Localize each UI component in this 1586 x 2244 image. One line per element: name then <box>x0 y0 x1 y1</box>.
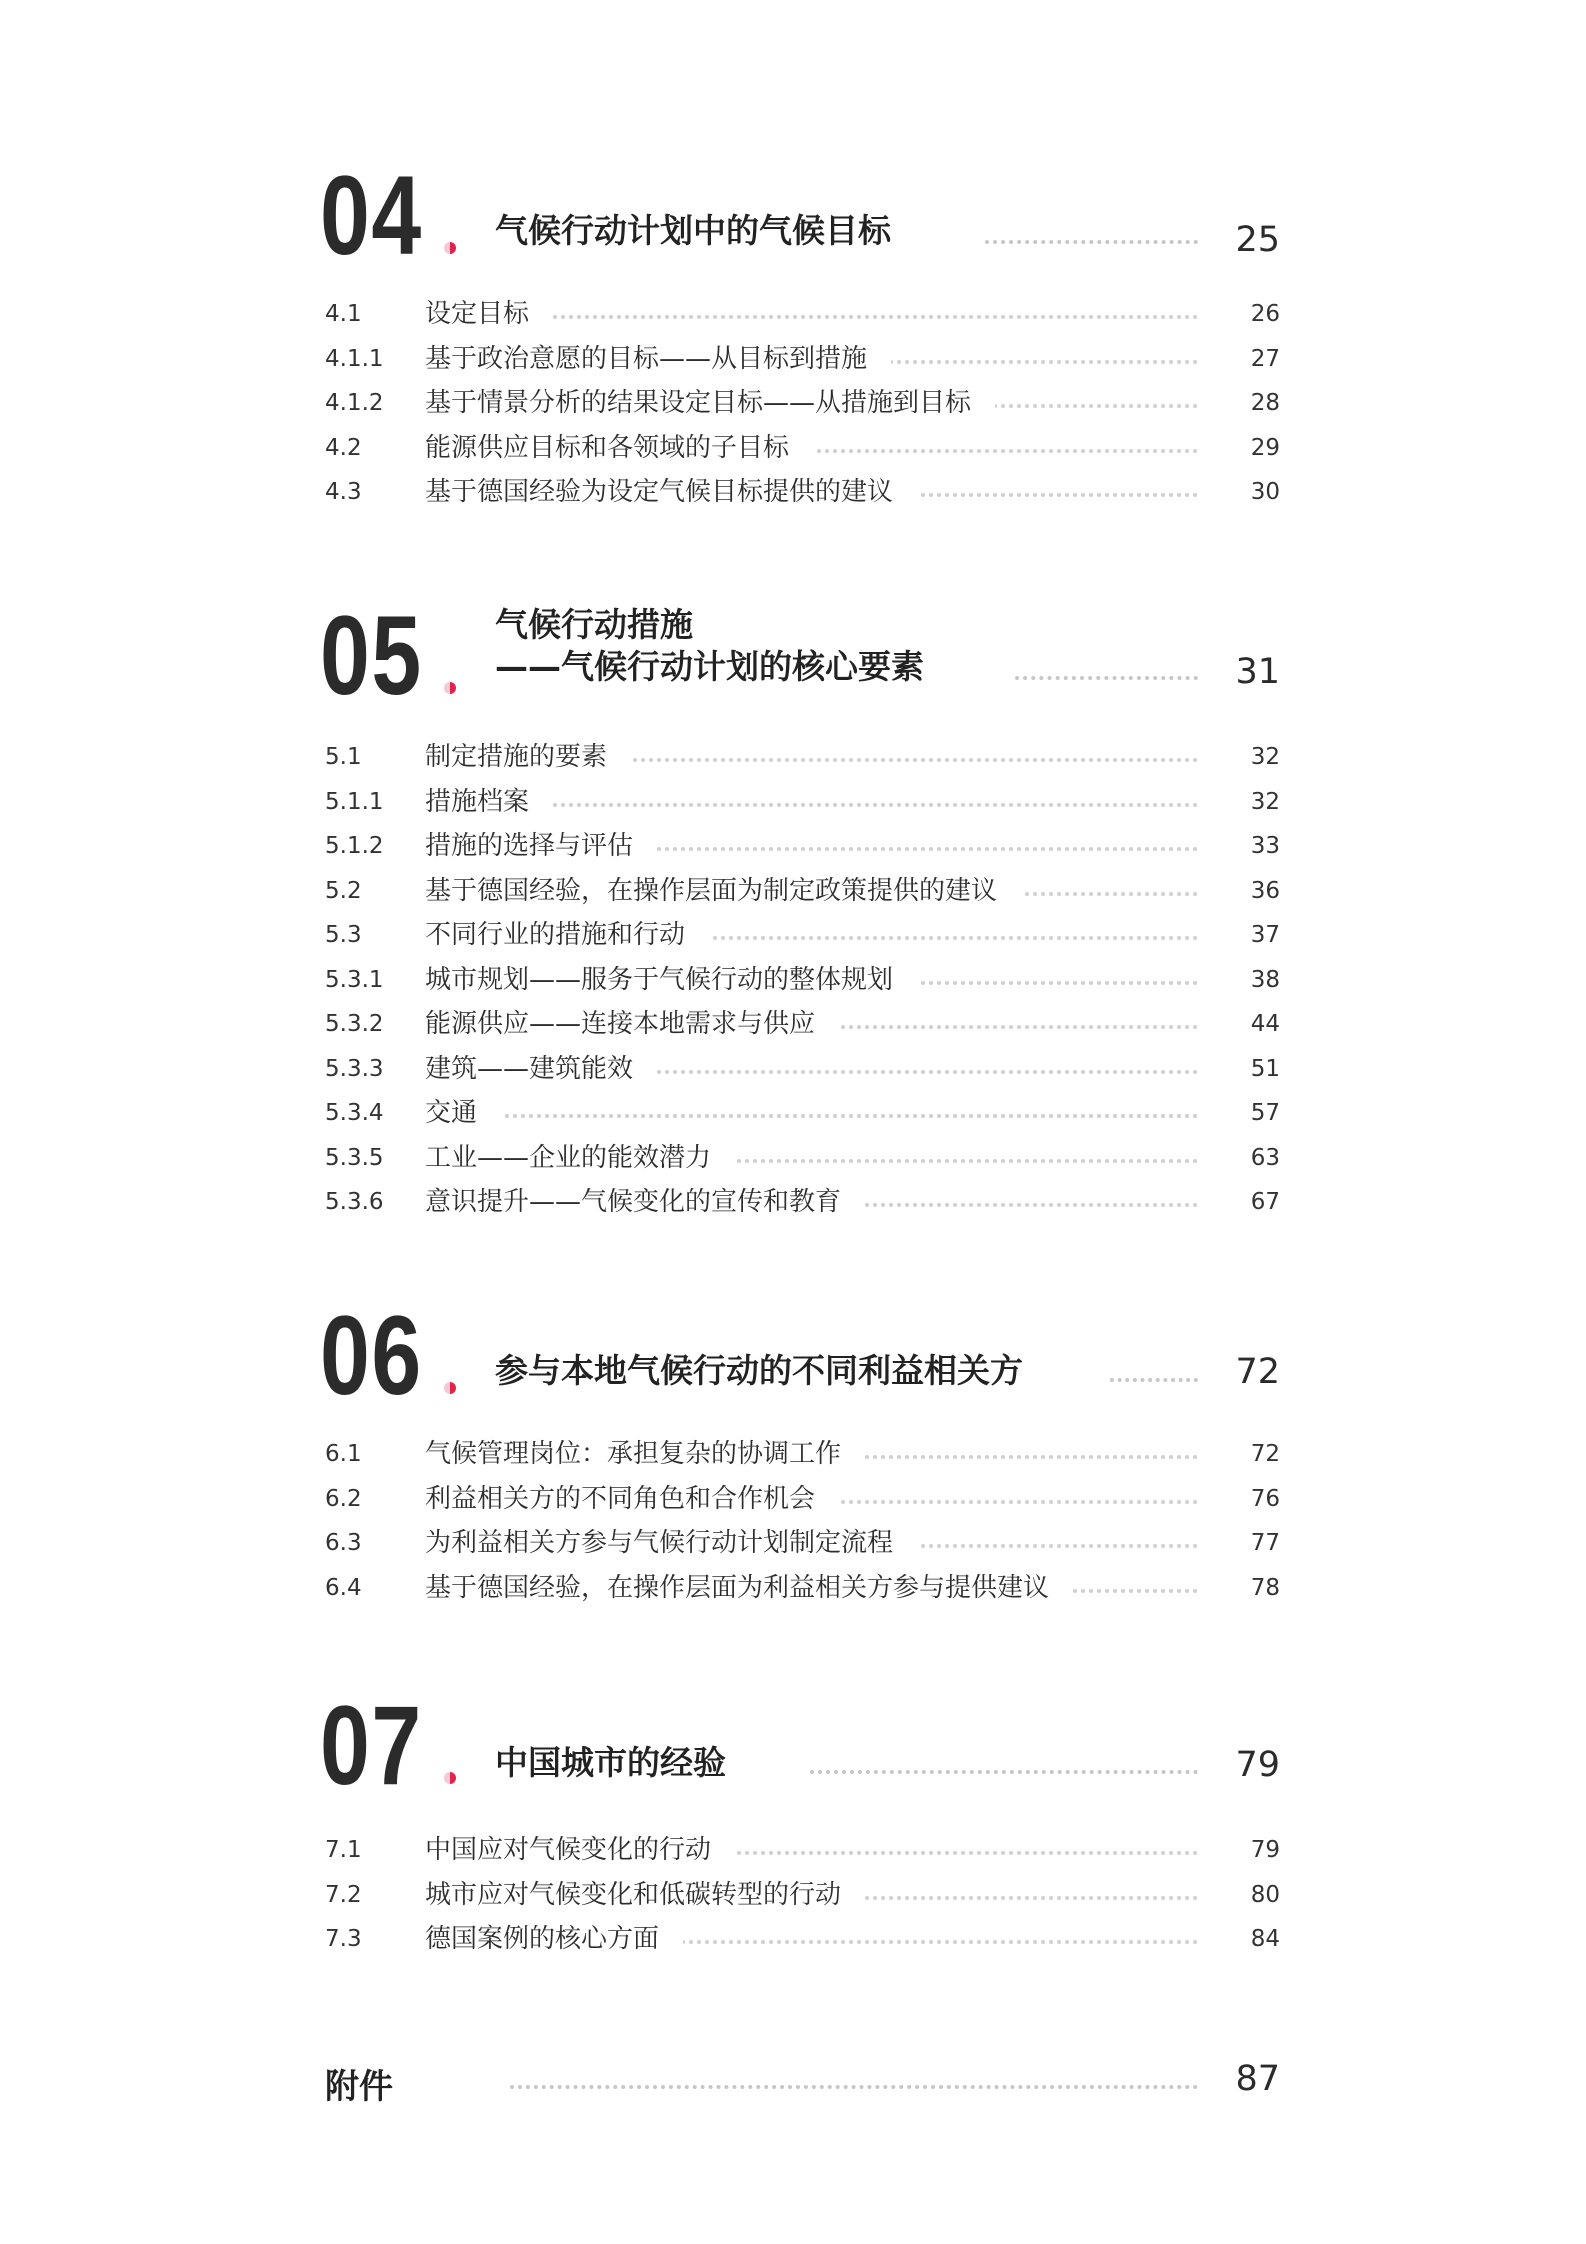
entry-number: 5.2 <box>325 877 362 904</box>
toc-entry[interactable] <box>325 735 1280 780</box>
chapter-05 <box>320 593 1280 1217</box>
entry-page: 36 <box>1250 877 1280 904</box>
entry-number: 5.3.2 <box>325 1011 384 1037</box>
entry-number: 6.1 <box>325 1441 362 1467</box>
entry-title: 基于情景分析的结果设定目标——从措施到目标 <box>425 381 995 425</box>
toc-entry[interactable] <box>325 426 1280 471</box>
entry-number: 5.3.1 <box>325 966 384 993</box>
entry-page: 76 <box>1250 1485 1280 1512</box>
entry-number: 4.2 <box>325 434 362 461</box>
entry-number: 6.3 <box>325 1530 362 1556</box>
entry-number: 5.1.2 <box>325 833 384 859</box>
chapter-page: 72 <box>1235 1352 1280 1392</box>
chapter-number: 05 <box>320 593 423 718</box>
toc-entry[interactable] <box>325 913 1280 958</box>
entry-page: 51 <box>1250 1055 1280 1082</box>
entry-page: 33 <box>1250 833 1280 859</box>
chapter-title[interactable]: 气候行动措施 ——气候行动计划的核心要素 <box>495 605 924 686</box>
entry-page: 77 <box>1250 1530 1280 1556</box>
entry-page: 30 <box>1250 479 1280 505</box>
chapter-leader <box>810 1770 1198 1774</box>
entry-title: 能源供应目标和各领域的子目标 <box>425 426 813 470</box>
entry-page: 67 <box>1250 1189 1280 1215</box>
entry-title: 工业——企业的能效潜力 <box>425 1136 735 1180</box>
entry-number: 4.1 <box>325 301 362 327</box>
toc-entry[interactable] <box>325 1091 1280 1136</box>
toc-entry[interactable] <box>325 780 1280 825</box>
chapter-leader <box>985 240 1198 244</box>
entry-number: 5.3.6 <box>325 1189 384 1215</box>
entry-number: 7.3 <box>325 1926 362 1952</box>
entry-number: 6.4 <box>325 1574 362 1601</box>
entry-number: 5.3.5 <box>325 1144 384 1171</box>
entry-title: 基于德国经验，在操作层面为利益相关方参与提供建议 <box>425 1566 1073 1610</box>
entry-page: 63 <box>1250 1144 1280 1171</box>
toc-entry[interactable] <box>325 869 1280 914</box>
entry-page: 79 <box>1250 1837 1280 1863</box>
chapter-number: 07 <box>320 1683 423 1808</box>
entry-number: 5.1 <box>325 744 362 770</box>
toc-entry[interactable] <box>325 1566 1280 1611</box>
entry-title: 基于德国经验，在操作层面为制定政策提供的建议 <box>425 869 1021 913</box>
entry-page: 37 <box>1250 922 1280 948</box>
entry-title: 措施的选择与评估 <box>425 824 657 868</box>
entry-number: 4.1.1 <box>325 345 384 372</box>
entry-title: 基于政治意愿的目标——从目标到措施 <box>425 337 891 381</box>
toc-entry[interactable] <box>325 470 1280 515</box>
entry-page: 84 <box>1250 1926 1280 1952</box>
entry-title: 基于德国经验为设定气候目标提供的建议 <box>425 470 917 514</box>
entry-title: 城市应对气候变化和低碳转型的行动 <box>425 1873 865 1917</box>
entry-title: 不同行业的措施和行动 <box>425 913 709 957</box>
entry-number: 6.2 <box>325 1485 362 1512</box>
toc-entry[interactable] <box>325 1873 1280 1918</box>
toc-entry[interactable] <box>325 824 1280 869</box>
entry-page: 32 <box>1250 744 1280 770</box>
chapter-title[interactable]: 参与本地气候行动的不同利益相关方 <box>495 1351 1023 1390</box>
entry-title: 能源供应——连接本地需求与供应 <box>425 1002 839 1046</box>
toc-entry[interactable] <box>325 958 1280 1003</box>
entry-page: 72 <box>1250 1441 1280 1467</box>
toc-entry[interactable] <box>325 337 1280 382</box>
toc-entry[interactable] <box>325 1828 1280 1873</box>
entry-title: 措施档案 <box>425 780 553 824</box>
appendix-page: 87 <box>1235 2059 1280 2099</box>
entry-title: 制定措施的要素 <box>425 735 631 779</box>
entry-page: 57 <box>1250 1100 1280 1126</box>
entry-page: 80 <box>1250 1881 1280 1908</box>
entry-page: 29 <box>1250 434 1280 461</box>
entry-title: 城市规划——服务于气候行动的整体规划 <box>425 958 917 1002</box>
toc-entry[interactable] <box>325 1002 1280 1047</box>
entry-leader <box>425 1114 1198 1118</box>
toc-entry[interactable] <box>325 1136 1280 1181</box>
chapter-dot-icon <box>444 1382 456 1394</box>
entry-title: 意识提升——气候变化的宣传和教育 <box>425 1180 865 1224</box>
entry-title: 中国应对气候变化的行动 <box>425 1828 735 1872</box>
entry-page: 32 <box>1250 788 1280 815</box>
toc-entry[interactable] <box>325 381 1280 426</box>
toc-entry[interactable] <box>325 1047 1280 1092</box>
toc-entry[interactable] <box>325 1917 1280 1962</box>
chapter-dot-icon <box>444 1772 456 1784</box>
chapter-07 <box>320 1683 1280 1954</box>
chapter-number: 06 <box>320 1293 423 1418</box>
chapter-page: 79 <box>1235 1745 1280 1785</box>
chapter-04 <box>320 153 1280 507</box>
entry-number: 5.3.3 <box>325 1055 384 1082</box>
entry-title: 气候管理岗位：承担复杂的协调工作 <box>425 1432 865 1476</box>
appendix-leader <box>510 2085 1198 2089</box>
entry-page: 26 <box>1250 301 1280 327</box>
entry-number: 7.1 <box>325 1837 362 1863</box>
chapter-page: 25 <box>1235 220 1280 260</box>
chapter-page: 31 <box>1235 652 1280 692</box>
entry-number: 5.1.1 <box>325 788 384 815</box>
chapter-leader <box>1110 1378 1198 1382</box>
chapter-06 <box>320 1293 1280 1603</box>
chapter-dot-icon <box>444 682 456 694</box>
entry-page: 38 <box>1250 966 1280 993</box>
entry-page: 28 <box>1250 390 1280 416</box>
chapter-leader <box>1015 676 1198 680</box>
entry-number: 5.3 <box>325 922 362 948</box>
entry-number: 4.1.2 <box>325 390 384 416</box>
entry-title: 利益相关方的不同角色和合作机会 <box>425 1477 839 1521</box>
toc-entry[interactable] <box>325 292 1280 337</box>
entry-title: 设定目标 <box>425 292 553 336</box>
entry-page: 78 <box>1250 1574 1280 1601</box>
entry-number: 7.2 <box>325 1881 362 1908</box>
entry-number: 4.3 <box>325 479 362 505</box>
entry-title: 交通 <box>425 1091 501 1135</box>
chapter-title[interactable]: 气候行动计划中的气候目标 <box>495 211 891 250</box>
entry-title: 建筑——建筑能效 <box>425 1047 657 1091</box>
entry-page: 44 <box>1250 1011 1280 1037</box>
chapter-number: 04 <box>320 153 423 278</box>
entry-title: 为利益相关方参与气候行动计划制定流程 <box>425 1521 917 1565</box>
appendix-title: 附件 <box>325 2067 393 2107</box>
appendix-entry[interactable] <box>325 2055 1280 2115</box>
chapter-dot-icon <box>444 242 456 254</box>
entry-page: 27 <box>1250 345 1280 372</box>
entry-number: 5.3.4 <box>325 1100 384 1126</box>
toc-entry[interactable] <box>325 1180 1280 1225</box>
toc-entry[interactable] <box>325 1521 1280 1566</box>
toc-entry[interactable] <box>325 1432 1280 1477</box>
entry-title: 德国案例的核心方面 <box>425 1917 683 1961</box>
toc-entry[interactable] <box>325 1477 1280 1522</box>
chapter-title[interactable]: 中国城市的经验 <box>495 1743 726 1782</box>
